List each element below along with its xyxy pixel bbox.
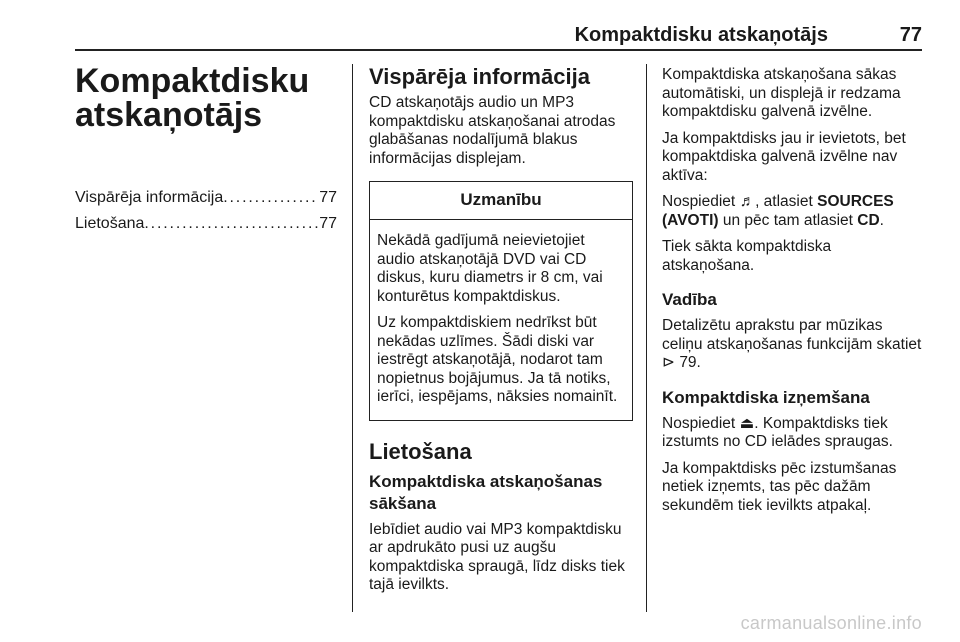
select-text: , atlasiet [755,193,813,210]
content-column-3 [662,66,924,523]
control-text: Detalizētu aprakstu par mūzikas celiņu atskaņošanas funkcijām skatiet [662,317,922,353]
toc-column [75,64,337,240]
warning-body [370,220,632,420]
toc-leader-dots [144,214,319,234]
column-divider-2 [646,64,647,612]
control-paragraph [662,317,924,373]
eject-press-text: Nospiediet [662,414,736,432]
period: . [879,211,884,229]
toc-entry-page: 77 [319,189,337,206]
toc-entry-label: Lietošana [75,215,145,232]
general-info-paragraph: CD atskaņotājs audio un MP3 kompaktdisku atskaņošanai atrodas glabāšanas nodalījumā blakus informācijas displejam. [369,94,616,167]
music-note-icon: ♬ [739,193,756,210]
watermark-text: carmanualsonline.info [740,613,922,633]
warning-paragraph-1: Nekādā gadījumā neievietojiet audio atskaņotājā DVD vai CD diskus, kuru diametrs ir 8 cm, vai konturētus kompaktdiskus. [377,232,603,305]
usage-heading: Lietošana [369,438,472,464]
playback-started-paragraph: Tiek sākta kompaktdiska atskaņošana. [662,238,832,274]
general-info-heading: Vispārēja informācija [369,64,590,89]
content-column-2 [369,64,633,603]
page-ref-arrow-icon: ⊳ [662,354,675,371]
column-divider-1 [352,64,353,612]
running-header-title: Kompaktdisku atskaņotājs [574,24,828,46]
control-heading: Vadība [662,290,717,309]
press-sources-paragraph [662,193,924,230]
toc-entry-page: 77 [319,215,337,232]
page-ref-link[interactable]: 79. [679,354,701,371]
cd-label: CD [857,211,880,229]
page-number: 77 [899,24,922,46]
eject-after-text: . Kompaktdisks tiek izstumts no CD ielādes spraugas. [662,414,893,450]
toc-entry-usage[interactable] [75,214,337,234]
eject-heading: Kompaktdiska izņemšana [662,387,870,407]
eject-paragraph [662,415,924,452]
header-rule [75,49,922,51]
warning-paragraph-2: Uz kompaktdiskiem nedrīkst būt nekādas uzlīmes. Šādi diski var iestrēgt atskaņotājā, nodarot tam nopietnus bojājumus. Ja tā notiks, ierīci, iespējams, nāksies nomainīt. [377,314,618,405]
eject-icon: ⏏ [739,414,755,432]
press-text: Nospiediet [662,193,736,210]
start-playback-paragraph: Iebīdiet audio vai MP3 kompaktdisku ar apdrukāto pusi uz augšu kompaktdiska spraugā, līdz disks tiek tajā ievilkts. [369,520,625,593]
start-playback-heading: Kompaktdiska atskaņošanas sākšana [369,471,603,513]
warning-box [369,181,633,421]
sources-label: SOURCES (AVOTI) [662,193,894,229]
toc-entry-general-info[interactable] [75,188,337,208]
auto-play-paragraph: Kompaktdiska atskaņošana sākas automātiski, un displejā ir redzama kompaktdisku galvenā izvēlne. [662,66,901,120]
eject-retract-paragraph: Ja kompaktdisks pēc izstumšanas netiek izņemts, tas pēc dažām sekundēm tiek ievilkts atpakaļ. [662,459,897,514]
already-inserted-paragraph: Ja kompaktdisks jau ir ievietots, bet kompaktdiska galvenā izvēlne nav aktīva: [662,129,906,184]
warning-heading: Uzmanību [370,182,632,220]
toc-entry-label: Vispārēja informācija [75,189,224,206]
then-select-text: un pēc tam atlasiet [722,211,853,229]
chapter-title: Kompaktdisku atskaņotājs [75,62,310,134]
toc-leader-dots [223,188,319,208]
